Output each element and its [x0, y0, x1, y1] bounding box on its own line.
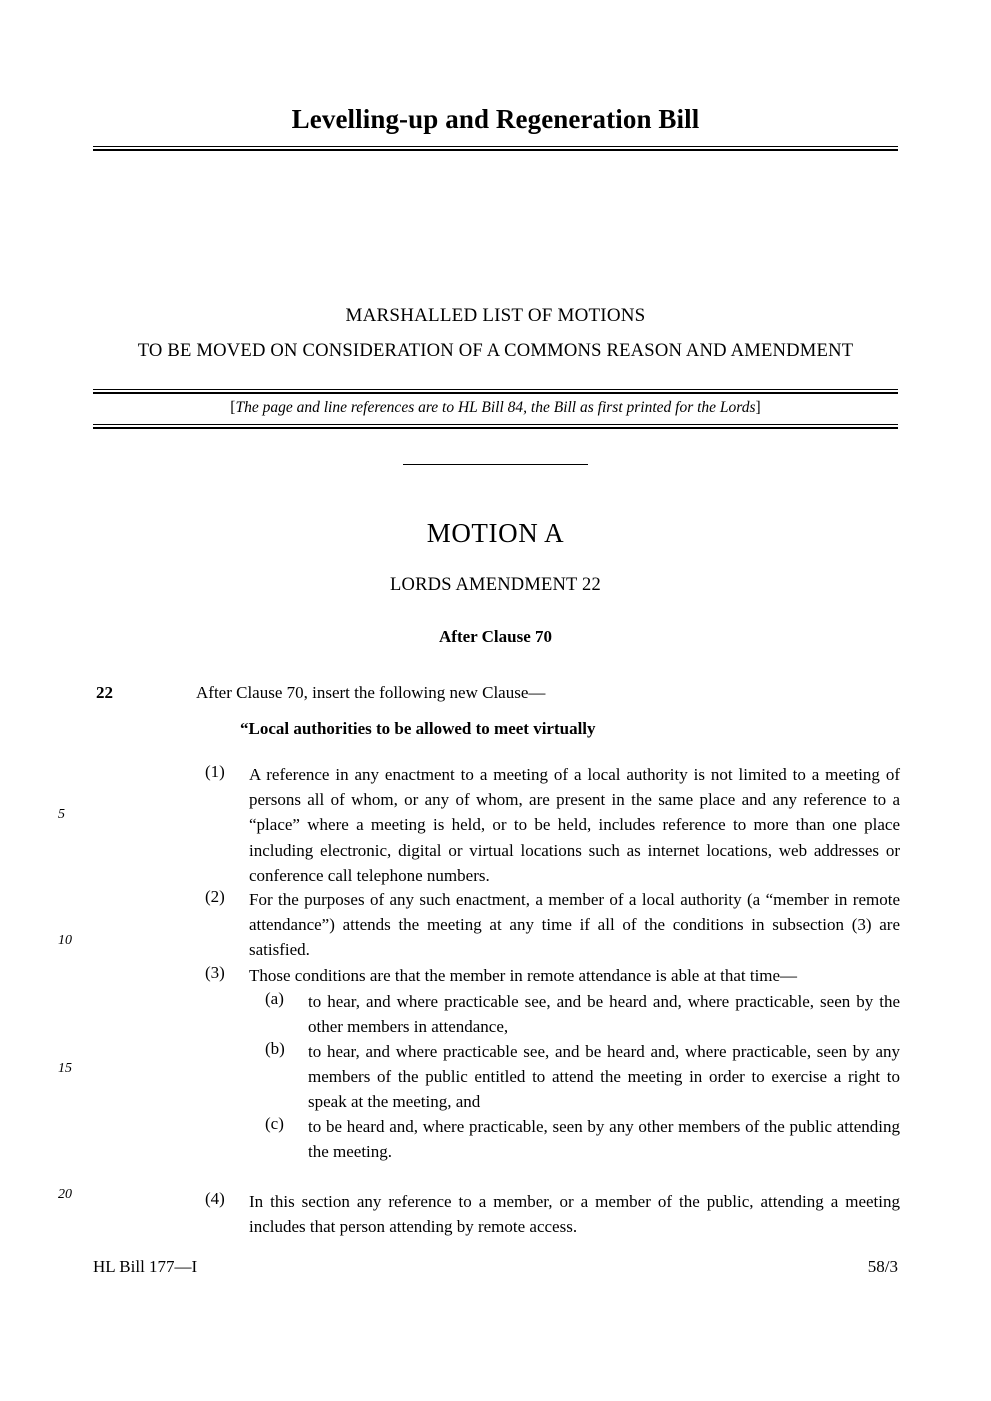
footer-bill-number: HL Bill 177—I	[93, 1257, 198, 1276]
subsection-2-text: For the purposes of any such enactment, a member of a local authority (a “member in remote attendance”) attends the meeting at any time if all of the conditions in subsection (3) are satisfied.	[249, 890, 900, 960]
lords-amendment-label: LORDS AMENDMENT 22	[390, 575, 601, 595]
section-separator-rule	[403, 464, 588, 465]
line-number-15: 15	[58, 1061, 72, 1076]
subsection-3-text: Those conditions are that the member in remote attendance is able at that time—	[249, 966, 798, 985]
note-divider-top	[93, 389, 898, 394]
new-clause-heading: “Local authorities to be allowed to meet virtually	[240, 719, 596, 738]
note-divider-bottom	[93, 424, 898, 429]
subsection-2-marker: (2)	[205, 887, 225, 906]
marshalled-list-heading: MARSHALLED LIST OF MOTIONS	[345, 305, 646, 326]
line-number-10: 10	[58, 933, 72, 948]
title-divider	[93, 146, 898, 151]
footer-page-number: 58/3	[867, 1257, 898, 1276]
line-number-5: 5	[58, 807, 65, 822]
amendment-number: 22	[96, 683, 113, 702]
page-line-reference-note	[0, 399, 991, 417]
motion-title: MOTION A	[426, 518, 565, 548]
paragraph-b-marker: (b)	[265, 1039, 285, 1058]
paragraph-a-marker: (a)	[265, 989, 284, 1008]
paragraph-c-marker: (c)	[265, 1114, 284, 1133]
motions-subheading: TO BE MOVED ON CONSIDERATION OF A COMMONS REASON AND AMENDMENT	[137, 340, 854, 361]
line-number-20: 20	[58, 1187, 72, 1202]
note-open-bracket: [	[230, 399, 236, 416]
clause-reference-heading: After Clause 70	[439, 627, 552, 646]
subsection-1-marker: (1)	[205, 762, 225, 781]
paragraph-a-text: to hear, and where practicable see, and be heard and, where practicable, seen by the other members in attendance,	[308, 992, 900, 1037]
subsection-3-marker: (3)	[205, 963, 225, 982]
page-title: Levelling-up and Regeneration Bill	[291, 104, 700, 134]
subsection-1-text: A reference in any enactment to a meeting of a local authority is not limited to a meeting of persons all of whom, or any of whom, are present in the same place and any reference to a “place” where a meeting is held, or to be held, includes reference to more than one place including electronic, digital or virtual locations such as internet locations, web addresses or conference call telephone numbers.	[249, 765, 900, 885]
paragraph-c-text: to be heard and, where practicable, seen by any other members of the public attending the meeting.	[308, 1117, 900, 1162]
subsection-4-marker: (4)	[205, 1189, 225, 1208]
note-close-bracket: ]	[755, 399, 761, 416]
paragraph-b-text: to hear, and where practicable see, and be heard and, where practicable, seen by any members of the public entitled to attend the meeting in order to exercise a right to speak at the meeting, and	[308, 1042, 900, 1112]
amendment-intro-line: After Clause 70, insert the following new Clause—	[196, 683, 546, 702]
note-text: The page and line references are to HL Bill 84, the Bill as first printed for the Lords	[235, 399, 756, 416]
subsection-4-text: In this section any reference to a member, or a member of the public, attending a meeting includes that person attending by remote access.	[249, 1192, 900, 1237]
